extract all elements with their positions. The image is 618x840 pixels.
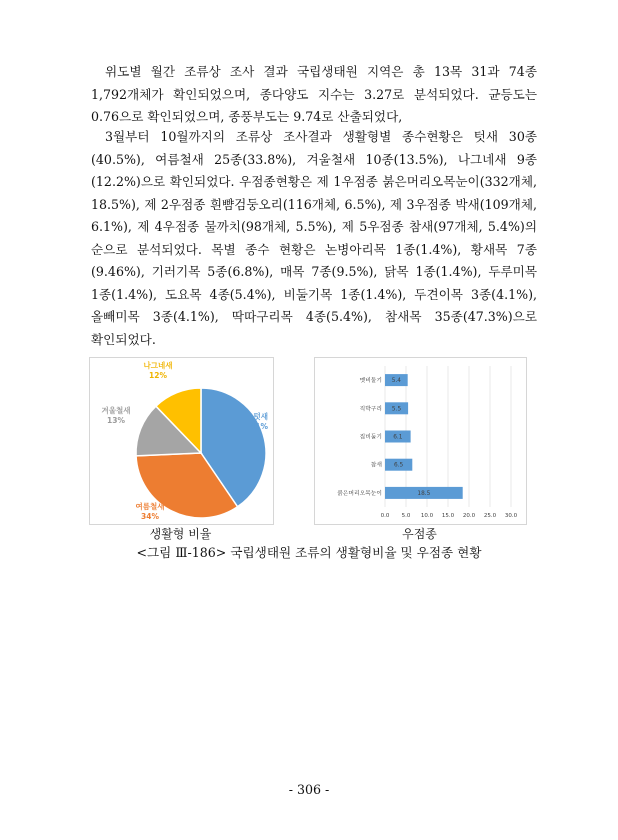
pie-chart-caption: 생활형 비율 (149, 527, 212, 541)
bar-chart-caption: 우점종 (402, 527, 437, 541)
pie-percent-winter: 13% (107, 416, 125, 425)
pie-percent-summer: 34% (141, 512, 159, 521)
x-tick-label: 0.0 (380, 513, 390, 519)
x-tick-label: 10.0 (420, 513, 434, 519)
bar-value-label: 18.5 (417, 490, 431, 497)
bar-category-label: 참새 (370, 462, 382, 469)
figure-caption: <그림 Ⅲ-186> 국립생태원 조류의 생활형비율 및 우점종 현황 (136, 545, 482, 560)
pie-chart-panel (89, 357, 274, 525)
bar-category-label: 붉은머리오목눈이 (337, 490, 382, 497)
bar-category-label: 직박구리 (359, 406, 382, 413)
pie-label-winter: 겨울철새 (101, 406, 131, 415)
bar-category-label: 집비둘기 (359, 434, 382, 441)
x-tick-label: 15.0 (441, 513, 455, 519)
bar-chart (315, 358, 526, 524)
pie-label-passage: 나그네새 (143, 361, 173, 370)
bar-chart-panel (314, 357, 527, 525)
x-tick-label: 25.0 (483, 513, 497, 519)
pie-label-resident: 텃새 (253, 412, 268, 421)
body-paragraph-2: 3월부터 10월까지의 조류상 조사결과 생활형별 종수현황은 텃새 30종(40.5%), 여름철새 25종(33.8%), 겨울철새 10종(13.5%), 나그네새 9종(12.2%)으로 확인되었다. 우점종현황은 제 1우점종 붉은머리오목눈이(332개체, 18.5%), 제 2우점종 흰뺨검둥오리(116개체, 6.5%), 제 3우점종 박새(109개체, 6.1%), 제 4우점종 물까치(98개체, 5.5%), 제 5우점종 참새(97개체, 5.4%)의 순으로 분석되었다. 목별 종수 현황은 논병아리목 1종(1.4%), 황새목 7종(9.46%), 기러기목 5종(6.8%), 매목 7종(9.5%), 닭목 1종(1.4%), 두루미목 1종(1.4%), 도요목 4종(5.4%), 비둘기목 1종(1.4%), 두견이목 3종(4.1%), 올빼미목 3종(4.1%), 딱따구리목 4종(5.4%), 참새목 35종(47.3%)으로 확인되었다. (91, 129, 537, 347)
x-tick-label: 30.0 (504, 513, 518, 519)
bar-value-label: 6.5 (394, 462, 404, 469)
bar-value-label: 6.1 (393, 434, 403, 441)
body-paragraph-1: 위도별 월간 조류상 조사 결과 국립생태원 지역은 총 13목 31과 74종 1,792개체가 확인되었으며, 종다양도 지수는 3.27로 분석되었다. 균등도는 0.76으로 확인되었으며, 종풍부도는 9.74로 산출되었다, (91, 64, 537, 124)
pie-label-summer: 여름철새 (135, 502, 165, 511)
pie-chart (90, 358, 273, 524)
x-tick-label: 20.0 (462, 513, 476, 519)
x-tick-label: 5.0 (401, 513, 411, 519)
page-number: - 306 - (288, 782, 330, 797)
bar-category-label: 멧비둘기 (359, 378, 382, 385)
pie-percent-passage: 12% (149, 371, 167, 380)
bar-value-label: 5.5 (391, 406, 402, 413)
bar-value-label: 5.4 (391, 378, 401, 385)
pie-percent-resident: 41% (250, 422, 268, 431)
